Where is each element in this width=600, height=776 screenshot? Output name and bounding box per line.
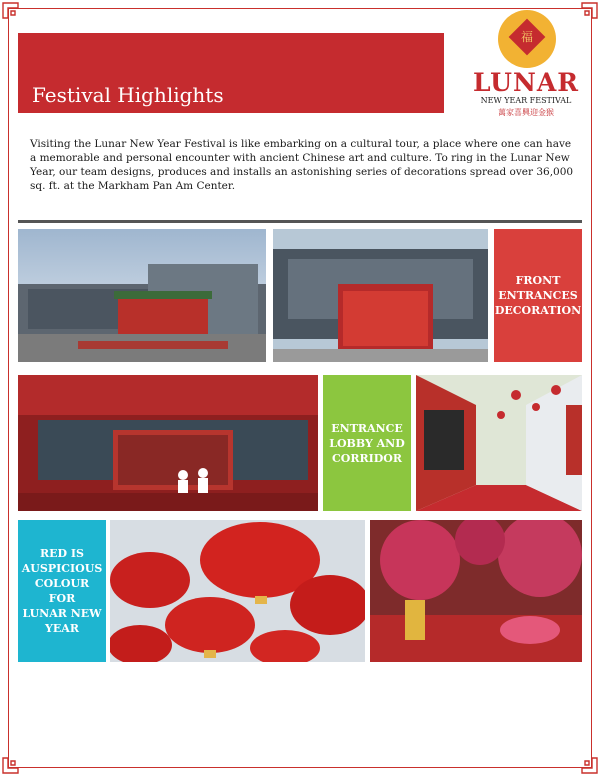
- tile-entrance-lobby-label: ENTRANCE LOBBY AND CORRIDOR: [329, 421, 405, 465]
- tile-front-entrances: [494, 229, 582, 362]
- title-banner: [18, 33, 444, 113]
- photo-red-lanterns: [110, 520, 365, 662]
- photo-blossom-display: [370, 520, 582, 662]
- photo-corridor: [416, 375, 582, 511]
- corner-ornament-bottom-right: [576, 752, 598, 774]
- logo-chinese-text: 萬家喜興迎金猴: [498, 108, 554, 117]
- logo-subtitle: NEW YEAR FESTIVAL: [480, 96, 572, 105]
- photo-entrance-gate: [273, 229, 488, 362]
- tile-red-auspicious: [18, 520, 106, 662]
- page-title: Festival Highlights: [32, 83, 224, 107]
- intro-paragraph: Visiting the Lunar New Year Festival is like embarking on a cultural tour, a place where one can have a memorable and personal encounter with ancient Chinese art and culture. To ring in the Lunar New Year, our team designs, produces and installs an astonishing series of decorations spread over 36,000 sq. ft. at the Markham Pan Am Center.: [30, 138, 574, 192]
- photo-lobby-render: [18, 375, 318, 511]
- corner-ornament-top-left: [2, 2, 24, 24]
- tile-front-entrances-label: FRONT ENTRANCES DECORATION: [494, 274, 582, 317]
- corner-ornament-bottom-left: [2, 752, 24, 774]
- tile-red-auspicious-label: RED IS AUSPICIOUS COLOUR FOR LUNAR NEW YEAR: [21, 547, 103, 635]
- logo-glyph: 福: [520, 30, 533, 44]
- tile-entrance-lobby: [323, 375, 411, 511]
- section-divider: [18, 220, 582, 223]
- photo-front-exterior: [18, 229, 266, 362]
- festival-logo: [470, 10, 582, 120]
- logo-wordmark: LUNAR: [472, 68, 580, 97]
